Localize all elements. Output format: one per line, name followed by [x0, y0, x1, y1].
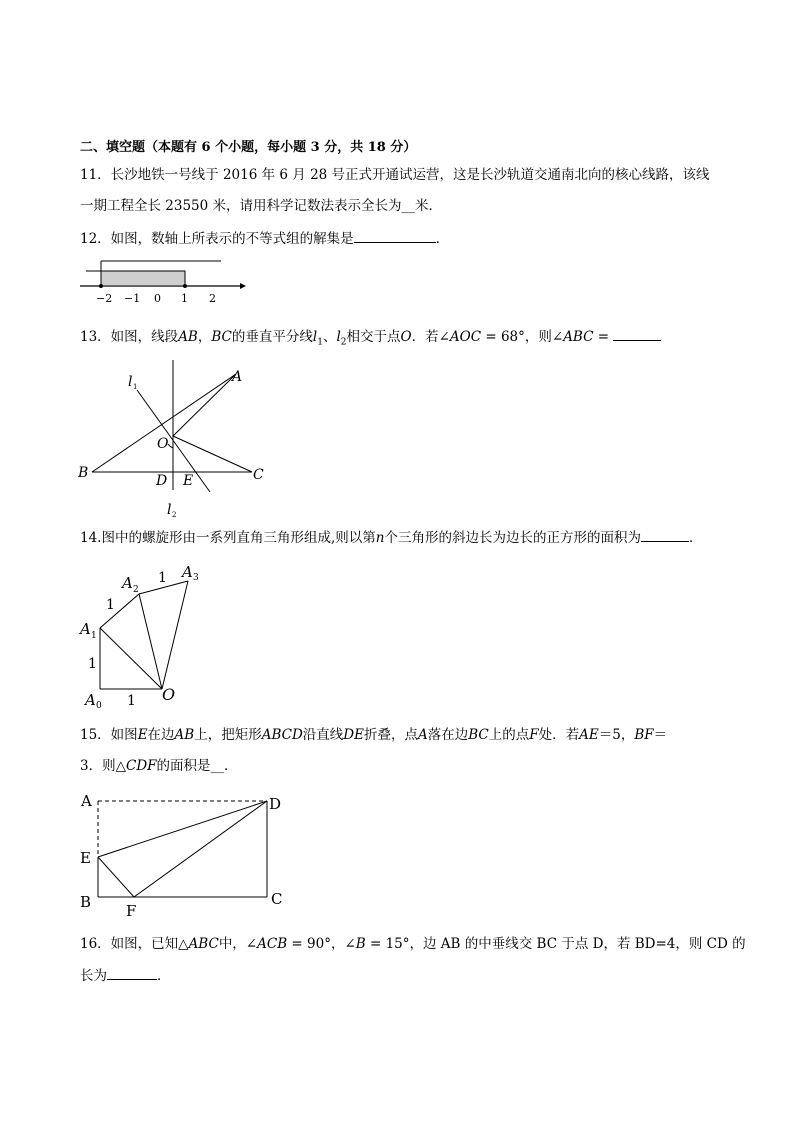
q13-mid: 的垂直平分线 [231, 329, 313, 345]
q12-end: ． [435, 231, 450, 247]
q13-answer-blank[interactable] [613, 327, 661, 341]
label-a1-sub: 1 [91, 631, 97, 641]
q16-text-b: 中，∠ [218, 936, 258, 952]
q16-answer-blank[interactable] [107, 966, 157, 980]
q15-de: DE [343, 727, 364, 743]
q15-text-c: 上，把矩形 [194, 727, 262, 743]
rectangle-fold-figure [78, 788, 298, 923]
label-o: O [162, 685, 176, 704]
q16-text: 16．如图，已知△ [80, 936, 189, 952]
q15-abcd: ABCD [261, 727, 303, 743]
q13-eq2: = [593, 329, 614, 345]
label-length: 1 [88, 656, 97, 672]
q15-text-i: ＝5， [598, 727, 635, 743]
q16-text-2b: ． [157, 968, 171, 984]
q15-e: E [137, 727, 148, 743]
q13-abc: ABC [563, 329, 594, 345]
q12-question [80, 229, 449, 248]
q15-text-e: 折叠，点 [363, 727, 418, 743]
label-a2: A [122, 574, 133, 592]
number-line-arrow [240, 283, 246, 289]
label-d: D [269, 795, 282, 813]
q13-sub2: 2 [340, 337, 347, 348]
q16-text-c: = 90°，∠ [287, 936, 356, 952]
q13-l1: l [312, 329, 318, 345]
shaded-region [101, 271, 185, 286]
label-d: D [156, 473, 168, 489]
label-a1: A [80, 620, 91, 638]
label-b: B [80, 893, 92, 911]
label-l1-sub: 1 [133, 383, 138, 391]
label-a: A [232, 369, 243, 385]
label-l2-sub: 2 [172, 511, 177, 519]
q14-text: 14.图中的螺旋形由一系列直角三角形组成,则以第 [80, 530, 376, 546]
point-minus-2 [99, 284, 103, 288]
q13-o: O [400, 329, 412, 345]
q13-sub1: 1 [317, 337, 323, 348]
q15-cdf: CDF [125, 758, 157, 774]
q13-eq1: = 68°，则∠ [481, 329, 564, 345]
label-l2: l [167, 502, 172, 518]
label-c: C [253, 467, 264, 483]
q15-text-j: ＝ [653, 727, 668, 743]
q14-end: ． [688, 530, 703, 546]
label-c: C [271, 890, 283, 908]
q14-question [80, 528, 702, 547]
tick-label: 1 [181, 292, 188, 305]
label-f: F [126, 902, 137, 920]
q13-mid3: ．若∠ [411, 329, 450, 345]
q15-text-g: 上的点 [488, 727, 530, 743]
q13-mid2: 相交于点 [346, 329, 401, 345]
tick-label: −1 [124, 292, 141, 305]
bisector-figure [76, 360, 276, 520]
segment-ab [92, 374, 236, 472]
q15-line2 [80, 757, 238, 775]
q14-answer-blank[interactable] [641, 528, 689, 542]
segment-ed [98, 801, 267, 857]
q12-answer-blank[interactable] [354, 229, 436, 243]
label-b: B [78, 465, 89, 481]
q15-line1 [80, 726, 667, 744]
q14-suffix: 个三角形的斜边长为边长的正方形的面积为 [384, 530, 641, 546]
q16-text-d: = 15°，边 AB 的中垂线交 BC 于点 D，若 BD=4，则 CD 的 [365, 936, 746, 952]
q15-a: A [417, 727, 428, 743]
spiral-figure [78, 560, 218, 710]
label-length: 1 [127, 693, 136, 709]
q16-line2 [80, 966, 171, 985]
segment-oa [173, 374, 236, 436]
number-line-figure [78, 258, 248, 308]
q15-text: 15．如图 [80, 727, 138, 743]
label-a2-sub: 2 [133, 585, 139, 595]
q13-sep: ， [197, 329, 212, 345]
q15-ae: AE [579, 727, 599, 743]
segment-a3-o [162, 581, 188, 689]
label-l1: l [128, 374, 133, 390]
label-length: 1 [158, 570, 167, 586]
label-a3: A [182, 563, 193, 581]
q12-text: 12．如图，数轴上所表示的不等式组的解集是 [80, 231, 354, 247]
q13-comma: 、 [322, 329, 337, 345]
segment-a1-o [100, 628, 162, 689]
q16-text-2a: 长为 [80, 968, 107, 984]
segment-fd [134, 801, 267, 897]
tick-label: 0 [154, 292, 161, 305]
label-a: A [81, 792, 92, 810]
label-a3-sub: 3 [193, 573, 199, 583]
q15-bc: BC [468, 727, 489, 743]
q16-acb: ACB [257, 936, 288, 952]
label-length: 1 [106, 597, 115, 613]
q13-aoc: AOC [449, 329, 482, 345]
angle-mark [168, 444, 173, 448]
label-a0: A [85, 691, 96, 709]
tick-label: −2 [96, 292, 113, 305]
q13-ab: AB [178, 329, 198, 345]
q13-bc: BC [211, 329, 232, 345]
label-a0-sub: 0 [96, 701, 102, 711]
q15-ab: AB [174, 727, 195, 743]
tick-label: 2 [209, 292, 216, 305]
segment-ef [98, 857, 134, 897]
q15-f: F [529, 727, 539, 743]
point-1 [183, 284, 187, 288]
q16-abc: ABC [188, 936, 219, 952]
label-e: E [80, 849, 91, 867]
label-o: O [157, 436, 169, 452]
q15-text-d: 沿直线 [302, 727, 344, 743]
q11-line2: 一期工程全长 23550 米，请用科学记数法表示全长为__米． [80, 198, 443, 214]
section-heading: 二、填空题（本题有 6 个小题，每小题 3 分，共 18 分） [80, 140, 417, 155]
segment-oc [173, 436, 252, 472]
q15-text-b: 在边 [147, 727, 175, 743]
q16-line1 [80, 935, 746, 953]
q15-bf: BF [634, 727, 654, 743]
q15-text-h: 处．若 [538, 727, 580, 743]
q15-text-f: 落在边 [427, 727, 469, 743]
q13-text: 13．如图，线段 [80, 329, 179, 345]
q13-question [80, 327, 661, 352]
q15-text-2a: 3．则△ [80, 758, 126, 774]
q11-line1: 11．长沙地铁一号线于 2016 年 6 月 28 号正式开通试运营，这是长沙轨道交通南北向的核心线路，该线 [80, 167, 710, 183]
label-e: E [183, 473, 194, 489]
q13-l2: l [336, 329, 341, 345]
segment-a2-o [139, 594, 162, 689]
q15-text-2b: 的面积是__． [156, 758, 238, 774]
q14-n: n [375, 530, 385, 546]
q16-b: B [355, 936, 366, 952]
